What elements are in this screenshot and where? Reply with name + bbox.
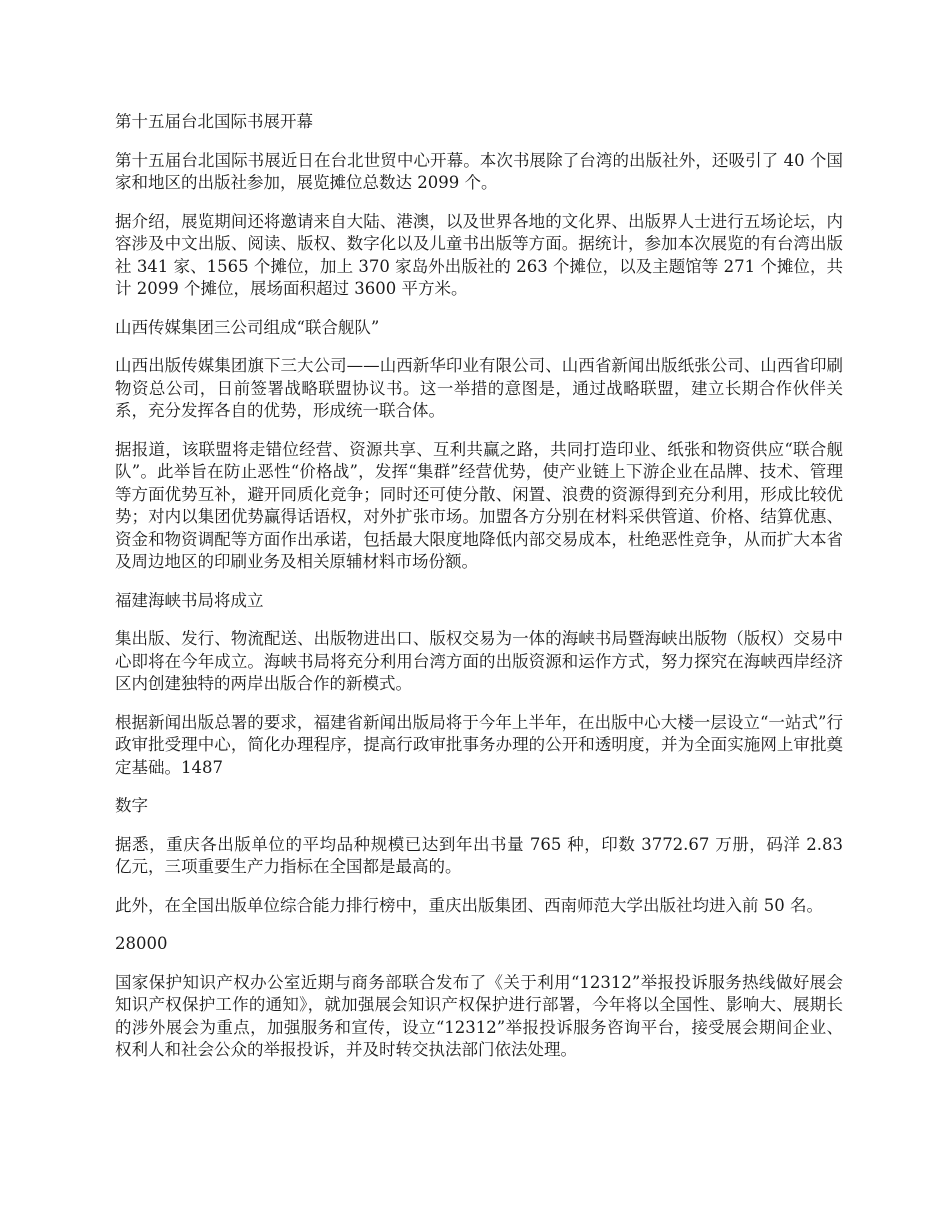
paragraph: 据悉，重庆各出版单位的平均品种规模已达到年出书量 765 种，印数 3772.67 万册，码洋 2.83 亿元，三项重要生产力指标在全国都是最高的。 <box>115 834 843 876</box>
paragraph: 国家保护知识产权办公室近期与商务部联合发布了《关于利用“12312”举报投诉服务热线做好展会知识产权保护工作的通知》，就加强展会知识产权保护进行部署，今年将以全国性、影响大、展期长的涉外展会为重点，加强服务和宣传，设立“12312”举报投诉服务咨询平台，接受展会期间企业、权利人和社会公众的举报投诉，并及时转交执法部门依法处理。 <box>115 972 843 1059</box>
paragraph: 据报道，该联盟将走错位经营、资源共享、互利共赢之路，共同打造印业、纸张和物资供应“联合舰队”。此举旨在防止恶性“价格战”，发挥“集群”经营优势，使产业链上下游企业在品牌、技术、管理等方面优势互补，避开同质化竞争；同时还可使分散、闲置、浪费的资源得到充分利用，形成比较优势；对内以集团优势赢得话语权，对外扩张市场。加盟各方分别在材料采供管道、价格、结算优惠、资金和物资调配等方面作出承诺，包括最大限度地降低内部交易成本，杜绝恶性竞争，从而扩大本省及周边地区的印刷业务及相关原辅材料市场份额。 <box>115 439 843 571</box>
paragraph: 集出版、发行、物流配送、出版物进出口、版权交易为一体的海峡书局暨海峡出版物（版权）交易中心即将在今年成立。海峡书局将充分利用台湾方面的出版资源和运作方式，努力探究在海峡西岸经济区内创建独特的两岸出版合作的新模式。 <box>115 629 843 693</box>
paragraph: 根据新闻出版总署的要求，福建省新闻出版局将于今年上半年，在出版中心大楼一层设立“一站式”行政审批受理中心，简化办理程序，提高行政审批事务办理的公开和透明度，并为全面实施网上审批奠定基础。1487 <box>115 712 843 777</box>
heading-taipei-book-fair: 第十五届台北国际书展开幕 <box>115 112 313 131</box>
heading-fujian-strait-bookstore: 福建海峡书局将成立 <box>115 590 264 610</box>
heading-number-28000: 28000 <box>115 934 168 953</box>
paragraph: 山西出版传媒集团旗下三大公司——山西新华印业有限公司、山西省新闻出版纸张公司、山西省印刷物资总公司，日前签署战略联盟协议书。这一举措的意图是，通过战略联盟，建立长期合作伙伴关系，充分发挥各自的优势，形成统一联合体。 <box>115 356 843 420</box>
paragraph: 此外，在全国出版单位综合能力排行榜中，重庆出版集团、西南师范大学出版社均进入前 50 名。 <box>115 895 823 915</box>
paragraph: 据介绍，展览期间还将邀请来自大陆、港澳，以及世界各地的文化界、出版界人士进行五场论坛，内容涉及中文出版、阅读、版权、数字化以及儿童书出版等方面。据统计，参加本次展览的有台湾出版社 341 家、1565 个摊位，加上 370 家岛外出版社的 263 个摊位，以及主题馆等 271 个摊位，共计 2099 个摊位，展场面积超过 3600 平方米。 <box>115 211 843 298</box>
paragraph: 第十五届台北国际书展近日在台北世贸中心开幕。本次书展除了台湾的出版社外，还吸引了 40 个国家和地区的出版社参加，展览摊位总数达 2099 个。 <box>115 150 843 192</box>
heading-shanxi-media-group: 山西传媒集团三公司组成“联合舰队” <box>115 317 380 337</box>
document-body <box>115 111 843 1078</box>
heading-numbers: 数字 <box>115 796 148 815</box>
